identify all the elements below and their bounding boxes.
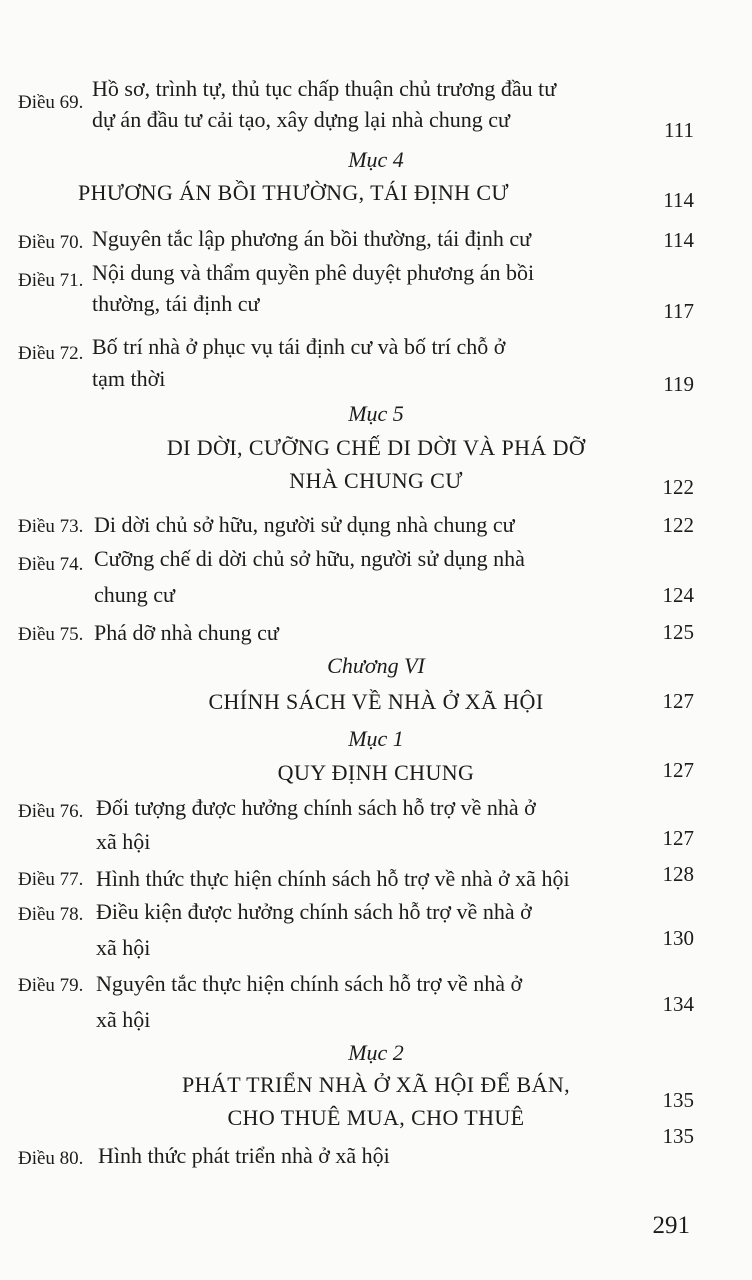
article-73-label: Điều 73.: [18, 516, 84, 537]
article-77-title: Hình thức thực hiện chính sách hỗ trợ về nhà ở xã hội: [96, 866, 570, 891]
article-75-page: 125: [662, 620, 694, 644]
article-79-title-line1: Nguyên tắc thực hiện chính sách hỗ trợ về nhà ở: [96, 971, 523, 996]
section-5-title-line2: NHÀ CHUNG CƯ: [289, 468, 463, 493]
article-76-title-line1: Đối tượng được hưởng chính sách hỗ trợ về nhà ở: [96, 795, 536, 820]
article-80-label: Điều 80.: [18, 1148, 84, 1169]
article-71-title-line1: Nội dung và thẩm quyền phê duyệt phương án bồi: [92, 260, 535, 285]
article-73-title: Di dời chủ sở hữu, người sử dụng nhà chung cư: [94, 512, 515, 537]
section-2-label: Mục 2: [348, 1040, 404, 1065]
article-69-label: Điều 69.: [18, 92, 84, 113]
article-80-title: Hình thức phát triển nhà ở xã hội: [98, 1143, 390, 1168]
article-76-label: Điều 76.: [18, 801, 84, 822]
article-75-label: Điều 75.: [18, 624, 84, 645]
section-2-title-line1: PHÁT TRIỂN NHÀ Ở XÃ HỘI ĐỂ BÁN,: [181, 1072, 571, 1097]
chapter-6-label: Chương VI: [327, 653, 425, 678]
article-74-page: 124: [662, 583, 694, 607]
article-71-label: Điều 71.: [18, 270, 84, 291]
section-1-label: Mục 1: [348, 726, 404, 751]
section-5-title-line1: DI DỜI, CƯỠNG CHẾ DI DỜI VÀ PHÁ DỠ: [166, 435, 586, 460]
section-4-label: Mục 4: [348, 147, 404, 172]
article-79-title-line2: xã hội: [96, 1007, 151, 1032]
page-number: 291: [652, 1212, 690, 1239]
section-5-label: Mục 5: [348, 401, 404, 426]
article-73-page: 122: [662, 513, 694, 537]
section-1-title: QUY ĐỊNH CHUNG: [277, 760, 475, 785]
article-74-title-line1: Cưỡng chế di dời chủ sở hữu, người sử dụng nhà: [94, 546, 525, 571]
article-71-title-line2: thường, tái định cư: [92, 291, 260, 316]
article-74-title-line2: chung cư: [94, 582, 175, 607]
article-69-title-line2: dự án đầu tư cải tạo, xây dựng lại nhà chung cư: [92, 107, 510, 132]
article-72-label: Điều 72.: [18, 343, 84, 364]
article-72-title-line1: Bố trí nhà ở phục vụ tái định cư và bố trí chỗ ở: [92, 334, 506, 359]
article-71-page: 117: [663, 299, 694, 323]
article-72-title-line2: tạm thời: [92, 366, 166, 391]
article-76-page: 127: [662, 826, 694, 850]
article-78-page: 130: [662, 926, 694, 950]
chapter-6-page: 127: [662, 689, 694, 713]
article-79-page: 134: [662, 992, 694, 1016]
article-80-page: 135: [662, 1124, 694, 1148]
article-75-title: Phá dỡ nhà chung cư: [94, 620, 279, 645]
article-69-page: 111: [664, 118, 694, 142]
article-70-title: Nguyên tắc lập phương án bồi thường, tái định cư: [92, 226, 532, 251]
article-77-page: 128: [662, 862, 694, 886]
section-2-page: 135: [662, 1088, 694, 1112]
article-77-label: Điều 77.: [18, 869, 84, 890]
article-70-page: 114: [663, 228, 694, 252]
section-1-page: 127: [662, 758, 694, 782]
article-78-title-line2: xã hội: [96, 935, 151, 960]
article-74-label: Điều 74.: [18, 554, 84, 575]
article-78-title-line1: Điều kiện được hưởng chính sách hỗ trợ về nhà ở: [96, 899, 532, 924]
article-76-title-line2: xã hội: [96, 829, 151, 854]
chapter-6-title: CHÍNH SÁCH VỀ NHÀ Ở XÃ HỘI: [208, 689, 544, 714]
section-4-title: PHƯƠNG ÁN BỒI THƯỜNG, TÁI ĐỊNH CƯ: [78, 180, 509, 205]
section-2-title-line2: CHO THUÊ MUA, CHO THUÊ: [227, 1105, 525, 1130]
article-70-label: Điều 70.: [18, 232, 84, 253]
article-79-label: Điều 79.: [18, 975, 84, 996]
section-5-page: 122: [662, 475, 694, 499]
article-72-page: 119: [663, 372, 694, 396]
article-69-title-line1: Hồ sơ, trình tự, thủ tục chấp thuận chủ trương đầu tư: [92, 76, 557, 101]
section-4-page: 114: [663, 188, 694, 212]
article-78-label: Điều 78.: [18, 904, 84, 925]
